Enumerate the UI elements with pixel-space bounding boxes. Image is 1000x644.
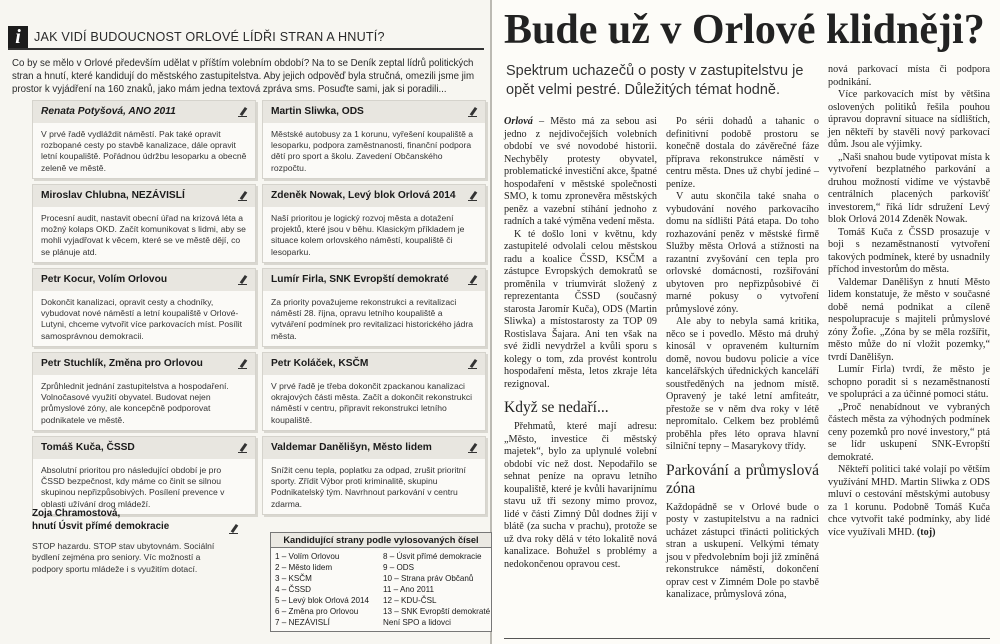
article-paragraph: Lumír Firla) tvrdí, že město je schopno poradit si s nezaměstnaností ve spolupráci a za účinné pomoci státu.: [828, 364, 990, 400]
ballot-item: 8 – Úsvit přímé demokracie: [383, 552, 482, 561]
article: [492, 0, 1000, 644]
candidate-name: Petr Koláček, KSČM: [263, 353, 485, 375]
article-paragraph: Přehmatů, které mají adresu: „Město, investice či městský majetek“, bylo za uplynulé volební období víc než dost. Nepodařilo se sehnat peníze na opravu letního koupaliště, které je kvůli havarijnímu stavu už tři sezony mimo provoz, lidé v části Zimný Důl dodnes žijí v blátě (za sucha v prachu), protože se už dva roky dělá v této lokalitě nová kanalizace. Bohužel s problémy a nedokončenou opravou cest.: [504, 421, 657, 570]
pen-icon: [468, 107, 479, 118]
article-paragraph: – Město má za sebou asi jedno z nejdivočejších volebních období ve své novodobé historii. Nechyběly protesty obyvatel, problematické investiční akce, špatné hospodaření v městské společnosti SMO, k tomu zpronevěra městských peněz a vazební stíhání jednoho z radních a také výměna vedení města.: [504, 116, 657, 227]
article-paragraph: Po sérii dohadů a tahanic o definitivní podobě prostoru se konečně dostala do závěrečné fáze příprava rekonstrukce náměstí v centru města. Dnes už chybí jediné – peníze.: [666, 116, 819, 190]
ballot-list: [271, 548, 491, 631]
candidate-card: [32, 184, 256, 263]
candidate-answer: Městské autobusy za 1 korunu, vyřešení koupaliště a lesoparku, podpora zaměstnanosti, finanční podpora dětí pro sport a školu. Zavedení Občanského rozpočtu.: [271, 129, 474, 173]
pen-icon: [468, 275, 479, 286]
candidate-answer: V prvé řadě je třeba dokončit zpackanou kanalizaci okrajových části města. Začít a dokončit rekonstrukci náměstí v centru, připravit rekonstrukci letního koupaliště.: [271, 381, 473, 425]
article-paragraph: Více parkovacích míst by většina oslovených politiků řešila pouhou úpravou dopravní situace na sídlištích, jen někteří by stavěli nový parkovací dům. Jsou ale výjimky.: [828, 89, 990, 150]
article-paragraph: nová parkovací místa či podpora podnikání.: [828, 64, 990, 88]
ballot-item: 13 – SNK Evropští demokraté: [383, 607, 491, 616]
candidate-answer: Absolutní prioritou pro následující období je pro ČSSD bezpečnost, kdy máme co činit se silnou skupinou nepřizpůsobivých. Posílení prevence v oblasti užívání drog mládeží.: [41, 465, 225, 509]
candidate-answer: Za priority považujeme rekonstrukci a revitalizaci náměstí 28. října, opravu letního koupaliště a vytváření podmínek pro revitalizaci historického jádra města.: [271, 297, 474, 341]
section-heading: Když se nedaří...: [504, 399, 609, 416]
survey-header: [8, 8, 484, 50]
candidate-name: Martin Sliwka, ODS: [263, 101, 485, 123]
section-heading: Parkování a průmyslová zóna: [666, 461, 819, 497]
survey-panel: [0, 0, 492, 644]
candidate-name: Petr Stuchlík, Změna pro Orlovou: [33, 353, 255, 375]
article-paragraph: „Proč nenabídnout ve vybraných částech města za výhodných podmínek ceny pozemků pro nové investory,“ ptá se lídr uskupení SNK-Evropští demokraté.: [828, 401, 990, 463]
ballot-item: 4 – ČSSD: [275, 585, 311, 594]
candidate-name: Petr Kocur, Volím Orlovou: [33, 269, 255, 291]
article-paragraph: V autu skončila také snaha o vybudování nového parkovacího domu na sídlišti Pátá etapa. Do toho rozhazování peněz v městské firmě Služby města Orlová a stížnosti na razantní zvyšování cen tepla pro orlovské domácnosti, rozšiřování ubytoven pro nepřizpůsobivé či marné pokusy o vytvoření průmyslové zóny.: [666, 191, 819, 315]
candidate-name: Lumír Firla, SNK Evropští demokraté: [263, 269, 485, 291]
article-paragraph: K té došlo loni v květnu, kdy zastupitelé odvolali celou městskou radu a koalice ČSSD, KSČM a zástupce Evropských demokratů se proměnila v triumvirát složený z reprezentanta ČSSD (současný starosta Jaromír Kuča), ODS (Martin Sliwka) a místostarosty za TOP 09 Rostislava Šajara. Ani ten však na své židli nevydržel a kvůli sporu s kolegy o tom, zda provést kontrolu hospodaření města, letos zkraje léta rezignoval.: [504, 228, 657, 390]
pen-icon: [468, 443, 479, 454]
ballot-item: 2 – Město lidem: [275, 563, 333, 572]
pen-icon: [238, 359, 249, 370]
article-subtitle: Spektrum uchazečů o posty v zastupitelstvu je opět velmi pestré. Důležitých témat hodně.: [506, 63, 804, 98]
candidate-answer: Naší prioritou je logický rozvoj města a dotažení projektů, které jsou v běhu. Klasickým příkladem je situace kolem orlovského náměstí, koupaliště či lesoparku.: [271, 213, 465, 257]
candidate-card: [32, 352, 256, 431]
article-column-3: [828, 64, 990, 539]
candidate-name: Zdeněk Nowak, Levý blok Orlová 2014: [263, 185, 485, 207]
candidate-card: [32, 436, 256, 515]
pen-icon: [238, 443, 249, 454]
survey-intro: Co by se mělo v Orlové především udělat v příštím volebním období? Na to se Deník zeptal lídrů politických stran a hnutí, které kandidují do městského zastupitelstva. Aby jejich odpověď byla stručná, omezili jsme jim prostor k vyjádření na 160 znaků, jako mám jedna textová zpráva sms. Posuďte sami, jak si poradili...: [12, 58, 475, 96]
candidate-party: hnutí Úsvit přímé demokracie: [32, 520, 170, 532]
article-paragraph: „Naši snahou bude vytipovat místa k vytvoření bezplatného parkování a druhou možností vidíme ve výstavbě centrálních placených parkovišť investorem,“ říká lídr sdružení Levý blok Orlová 2014 Zdeněk Nowak.: [828, 151, 990, 225]
candidate-card: [262, 100, 486, 179]
pen-icon: [468, 191, 479, 202]
ballot-item: 10 – Strana práv Občanů: [383, 574, 474, 583]
article-title: Bude už v Orlové klidněji?: [504, 7, 985, 53]
bottom-rule: [504, 638, 990, 639]
candidate-answer: Zprůhlednit jednání zastupitelstva a hospodaření. Volnočasové využití obyvatel. Budovat nejen průmyslové zóny, ale koncepčně podporovat podnikatele ve městě.: [41, 381, 229, 425]
pen-icon: [468, 359, 479, 370]
pen-icon: [238, 191, 249, 202]
ballot-item: 3 – KSČM: [275, 574, 312, 583]
pen-icon: [238, 107, 249, 118]
candidate-card: [262, 184, 486, 263]
ballot-item: 9 – ODS: [383, 563, 415, 572]
article-column-1: [504, 116, 657, 571]
article-dateline: Orlová: [504, 116, 533, 127]
ballot-item: Není SPO a lidovci: [383, 618, 451, 627]
ballot-item: 11 – Ano 2011: [383, 585, 435, 594]
article-paragraph: Tomáš Kuča z ČSSD prosazuje v boji s nezaměstnaností vytvoření takových podmínek, které by usnadnily příchod investorům do města.: [828, 226, 990, 275]
info-icon: i: [8, 26, 28, 48]
author-signature: (toj): [916, 526, 936, 538]
candidate-card: [32, 100, 256, 179]
candidate-card: [262, 436, 486, 515]
candidate-name: Zoja Chramostová,: [32, 508, 121, 519]
candidate-card: [262, 352, 486, 431]
article-paragraph: Ale aby to nebyla samá kritika, něco se i povedlo. Město má druhý kinosál v opraveném kulturním domě, novou budovu policie a více kancelářských úřednických kanceláří soustředěných na jednom místě. Opravený je také letní amfiteátr, přestože se v něm dva roky v létě nepromítalo. Celkem bez problémů proběhla přes léto oprava hlavní silniční tepny – Masarykovy třídy.: [666, 316, 819, 452]
article-column-2: [666, 116, 819, 602]
article-paragraph: Někteří politici také volají po větším využívání MHD. Martin Sliwka z ODS mluví o cestování městskými autobusy za 1 korunu. Podobně Tomáš Kuča chce vytvořit také podmínky, aby lidé více využívali MHD.: [828, 464, 990, 538]
candidate-card: [32, 268, 256, 347]
candidate-answer: Procesní audit, nastavit obecní úřad na krizová léta a možný kolaps OKD. Začít komunikovat s lidmi, aby se mohli vyjadřovat k věcem, které se ve městě dějí, co se plánuje atd.: [41, 213, 246, 257]
ballot-title: Kandidující strany podle vylosovaných čísel: [271, 533, 491, 548]
ballot-item: 5 – Levý blok Orlová 2014: [275, 596, 370, 605]
candidate-card-zoja: [32, 508, 232, 575]
ballot-table: [270, 532, 492, 632]
candidate-name: Miroslav Chlubna, NEZÁVISLÍ: [33, 185, 255, 207]
article-paragraph: Každopádně se v Orlové bude o posty v zastupitelstvu a na radnici ucházet zástupci třinácti politických stran a uskupení. Velkými tématy jsou v předvolebním boji již zmíněná rekonstrukce náměstí, dokončení oprav cest v Zimném Dole po stavbě kanalizace, průmyslová zóna,: [666, 501, 819, 600]
candidate-name: Valdemar Danělišyn, Město lidem: [263, 437, 485, 459]
pen-icon: [238, 275, 249, 286]
candidate-name: Tomáš Kuča, ČSSD: [33, 437, 255, 459]
article-paragraph: Valdemar Danělišyn z hnutí Město lidem konstatuje, že město v současné době nemá podnikat a cíleně nespolupracuje s majiteli průmyslové zóny Žofie. „Zóna by se měla rozšířit, město může do ní vložit pozemky,“ tvrdí Danělišyn.: [828, 276, 990, 363]
survey-title: JAK VIDÍ BUDOUCNOST ORLOVÉ LÍDŘI STRAN A HNUTÍ?: [34, 30, 385, 44]
candidate-name: Renata Potyšová, ANO 2011: [33, 101, 255, 123]
candidate-answer: Dokončit kanalizaci, opravit cesty a chodníky, vybudovat nové náměstí a letní koupaliště v Orlové-Lutyni, chceme vytvořit více parkovacích míst. Posílit samosprávnou demokracii.: [41, 297, 243, 341]
candidate-answer: V prvé řadě vydláždit náměstí. Pak také opravit rozbopané cesty po stavbě kanalizace, dále opravit letní koupaliště. Pořádnou údržbu lesoparku a obecně zeleně ve městě.: [41, 129, 247, 173]
ballot-item: 6 – Změna pro Orlovou: [275, 607, 359, 616]
ballot-item: 12 – KDU-ČSL: [383, 596, 437, 605]
candidate-answer: STOP hazardu. STOP stav ubytovnám. Sociální bydlení zejména pro seniory. Víc možností a podpory sportu mládeže i s využitím dotací.: [32, 541, 215, 574]
candidate-answer: Snížit cenu tepla, poplatku za odpad, zrušit prioritní sporty. Zřídit Výbor proti kriminalitě, skupinu Podnikatelský tým. Navrhnout parkování v centru zdarma.: [271, 465, 466, 509]
candidate-card: [262, 268, 486, 347]
pen-icon: [229, 524, 240, 535]
ballot-item: 7 – NEZÁVISLÍ: [275, 618, 330, 627]
ballot-item: 1 – Volím Orlovou: [275, 552, 340, 561]
